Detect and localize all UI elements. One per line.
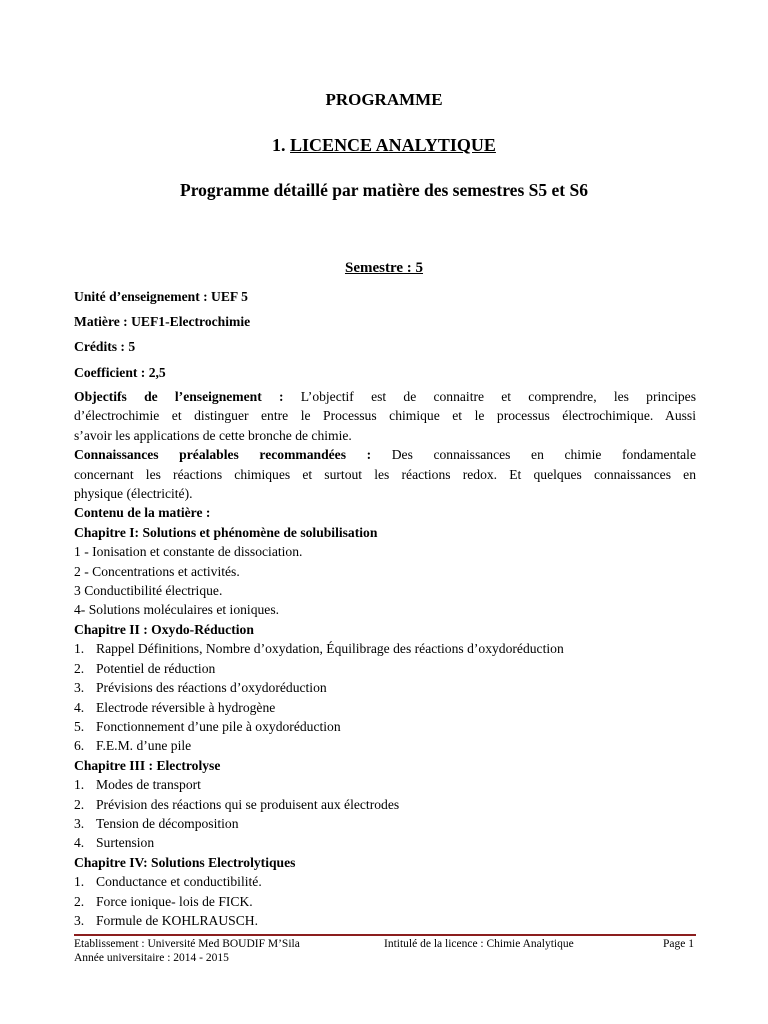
- list-item: 1. Modes de transport: [74, 777, 201, 793]
- list-item: 2. Force ionique- lois de FICK.: [74, 893, 253, 909]
- list-item: 4. Surtension: [74, 835, 155, 851]
- list-item: 2. Prévision des réactions qui se produisent aux électrodes: [74, 796, 400, 812]
- list-item: 2 - Concentrations et activités.: [74, 563, 240, 579]
- list-item: 3 Conductibilité électrique.: [74, 583, 223, 599]
- list-item: 3. Tension de décomposition: [74, 815, 239, 831]
- list-item: 2. Potentiel de réduction: [74, 660, 216, 676]
- chapitre-1-title: Chapitre I: Solutions et phénomène de solubilisation: [74, 524, 378, 540]
- licence-title: LICENCE ANALYTIQUE: [290, 135, 496, 155]
- footer-etablissement: Etablissement : Université Med BOUDIF M’Sila: [74, 938, 300, 950]
- list-item: 4- Solutions moléculaires et ioniques.: [74, 602, 280, 618]
- footer-page-number: Page 1: [663, 938, 694, 950]
- footer-intitule: Intitulé de la licence : Chimie Analytique: [384, 938, 574, 950]
- objectifs-section: [74, 387, 696, 930]
- semestre-heading: Semestre : 5: [344, 260, 424, 276]
- list-item: 5. Fonctionnement d’une pile à oxydoréduction: [74, 718, 341, 734]
- chapitre-4-title: Chapitre IV: Solutions Electrolytiques: [74, 854, 296, 870]
- list-item: 6. F.E.M. d’une pile: [74, 738, 192, 754]
- subtitle: Programme détaillé par matière des semestres S5 et S6: [180, 180, 588, 200]
- objectifs-line-2: d’électrochimie et distinguer entre le Processus chimique et le processus électrochimique. Aussi: [74, 408, 696, 424]
- list-item: 4. Electrode réversible à hydrogène: [74, 699, 276, 715]
- chapitre-2-title: Chapitre II : Oxydo-Réduction: [74, 621, 254, 637]
- objectifs-line-3: s’avoir les applications de cette bronche de chimie.: [74, 427, 352, 443]
- coefficient: Coefficient : 2,5: [74, 365, 166, 380]
- chapitre-4-list: [74, 872, 696, 930]
- footer-annee: Année universitaire : 2014 - 2015: [74, 952, 229, 964]
- list-item: 1 - Ionisation et constante de dissociation.: [74, 544, 303, 560]
- unite-enseignement: Unité d’enseignement : UEF 5: [74, 289, 248, 304]
- list-item: 3. Formule de KOHLRAUSCH.: [74, 912, 258, 928]
- page-title: PROGRAMME: [325, 90, 443, 109]
- licence-number: 1.: [272, 135, 286, 155]
- chapitre-3-title: Chapitre III : Electrolyse: [74, 757, 221, 773]
- connaissances-line-2: concernant les réactions chimiques et surtout les réactions redox. Et quelques connaissances en: [74, 466, 696, 482]
- connaissances-line-1: Connaissances préalables recommandées : Des connaissances en chimie fondamentale: [74, 447, 696, 463]
- list-item: 3. Prévisions des réactions d’oxydoréduction: [74, 680, 327, 696]
- footer-divider: [74, 934, 696, 936]
- connaissances-label: Connaissances préalables recommandées :: [74, 447, 372, 463]
- objectifs-label: Objectifs de l’enseignement :: [74, 389, 284, 404]
- chapitre-3-list: [74, 775, 696, 853]
- connaissances-line-3: physique (électricité).: [74, 486, 193, 502]
- list-item: 1. Rappel Définitions, Nombre d’oxydation, Équilibrage des réactions d’oxydoréduction: [74, 641, 564, 657]
- chapitre-1-list: [74, 542, 696, 620]
- licence-heading: [0, 135, 768, 156]
- objectifs-line-1: Objectifs de l’enseignement : L’objectif est de connaitre et comprendre, les principes: [74, 389, 696, 404]
- list-item: 1. Conductance et conductibilité.: [74, 874, 262, 890]
- credits: Crédits : 5: [74, 339, 136, 354]
- matiere: Matière : UEF1-Electrochimie: [74, 314, 251, 329]
- contenu-label: Contenu de la matière :: [74, 505, 211, 521]
- chapitre-2-list: [74, 639, 696, 755]
